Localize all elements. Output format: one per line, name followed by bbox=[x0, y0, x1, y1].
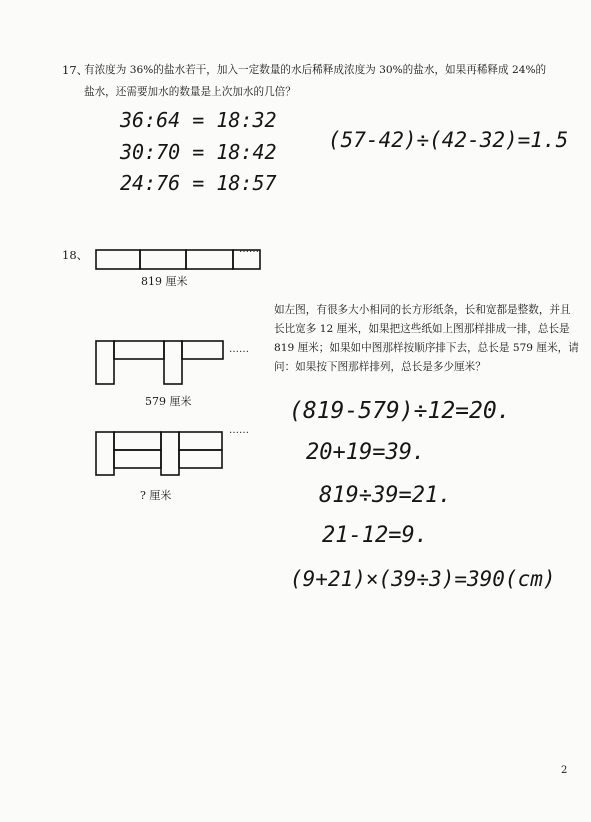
fig2-strip-v1 bbox=[96, 341, 114, 384]
q17-number: 17、 bbox=[62, 63, 89, 77]
fig3-ellipsis: …… bbox=[229, 425, 249, 436]
fig2-ellipsis: …… bbox=[229, 344, 249, 355]
q18-text-line3: 819 厘米；如果如中图那样按顺序排下去，总长是 579 厘米，请 bbox=[274, 342, 579, 354]
fig3-strip-v2 bbox=[161, 432, 179, 475]
fig1-ellipsis: …… bbox=[239, 244, 259, 255]
q17-hand-ratio-2: 30:70 = 18:42 bbox=[120, 140, 277, 164]
q17-text-line2: 盐水，还需要加水的数量是上次加水的几倍？ bbox=[84, 86, 296, 98]
fig2-strip-h2 bbox=[182, 341, 223, 359]
q18-hand-line5: (9+21)×(39÷3)=390(cm) bbox=[290, 567, 556, 591]
fig2-length-label: 579 厘米 bbox=[145, 395, 192, 408]
q17-hand-ratio-3: 24:76 = 18:57 bbox=[120, 171, 277, 195]
q18-number: 18、 bbox=[62, 248, 89, 262]
fig1-length-label: 819 厘米 bbox=[141, 275, 188, 288]
fig2-strip-v2 bbox=[164, 341, 182, 384]
q18-hand-line2: 20+19=39. bbox=[306, 440, 426, 465]
fig1-strip-3 bbox=[186, 250, 233, 269]
page-number: 2 bbox=[561, 765, 568, 776]
q17-text-line1: 有浓度为 36%的盐水若干，加入一定数量的水后稀释成浓度为 30%的盐水，如果再稀释成 24%的 bbox=[84, 64, 547, 76]
fig3-length-label: ? 厘米 bbox=[140, 489, 172, 502]
q17-hand-result: (57-42)÷(42-32)=1.5 bbox=[328, 128, 569, 152]
q18-hand-line4: 21-12=9. bbox=[322, 523, 428, 548]
q18-text-line1: 如左图，有很多大小相同的长方形纸条，长和宽都是整数，并且 bbox=[274, 304, 571, 316]
fig3-strip-h1 bbox=[114, 432, 161, 450]
q18-hand-line3: 819÷39=21. bbox=[319, 483, 452, 508]
q18-text-line4: 问：如果按下图那样排列，总长是多少厘米？ bbox=[274, 361, 486, 373]
q17-hand-ratio-1: 36:64 = 18:32 bbox=[120, 108, 277, 132]
fig3-strip-h2 bbox=[114, 450, 161, 468]
fig3-strip-h4 bbox=[179, 450, 222, 468]
fig3-strip-h3 bbox=[179, 432, 222, 450]
q18-hand-line1: (819-579)÷12=20. bbox=[289, 398, 511, 424]
fig3-strip-v1 bbox=[96, 432, 114, 475]
fig1-strip-2 bbox=[140, 250, 186, 269]
fig2-strip-h1 bbox=[114, 341, 164, 359]
fig1-strip-1 bbox=[96, 250, 140, 269]
q18-text-line2: 长比宽多 12 厘米，如果把这些纸如上图那样排成一排，总长是 bbox=[274, 323, 570, 335]
